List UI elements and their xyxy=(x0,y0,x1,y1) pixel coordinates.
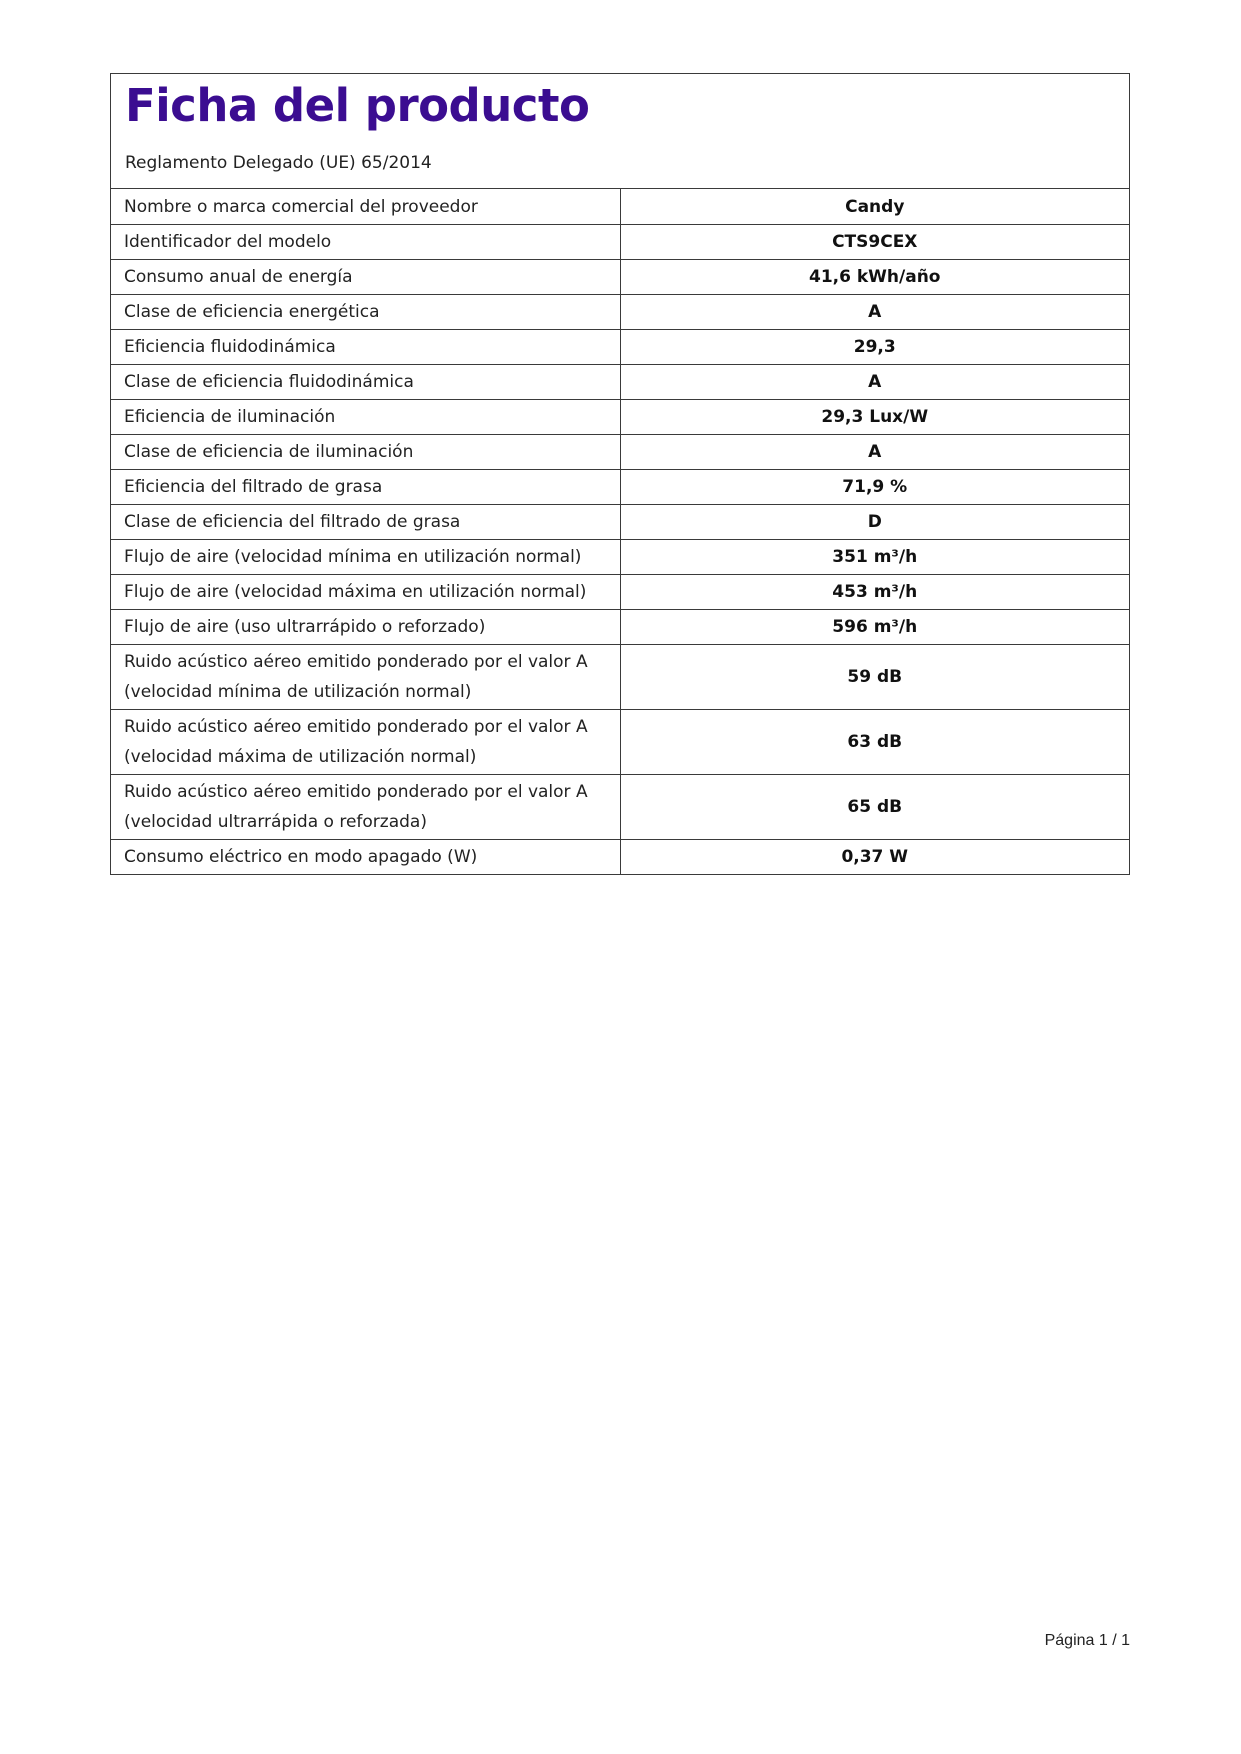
row-value: D xyxy=(867,512,882,532)
row-value: 29,3 xyxy=(853,337,896,357)
table-row xyxy=(111,574,1129,609)
row-label xyxy=(111,709,620,774)
table-row xyxy=(111,224,1129,259)
table-row xyxy=(111,329,1129,364)
row-label: Identificador del modelo xyxy=(111,224,620,259)
table-row xyxy=(111,259,1129,294)
row-label-line: (velocidad mínima de utilización normal) xyxy=(124,682,472,702)
row-value: 351 m³/h xyxy=(832,547,918,567)
row-label-line: Ruido acústico aéreo emitido ponderado por el valor A xyxy=(124,782,588,802)
row-label: Clase de eficiencia del filtrado de grasa xyxy=(111,504,620,539)
row-label-line: Ruido acústico aéreo emitido ponderado por el valor A xyxy=(124,652,588,672)
row-label: Nombre o marca comercial del proveedor xyxy=(111,189,620,224)
row-value: Candy xyxy=(845,196,905,217)
table-row xyxy=(111,709,1129,774)
row-value: 71,9 % xyxy=(842,477,908,497)
row-label: Consumo eléctrico en modo apagado (W) xyxy=(111,839,620,874)
table-row xyxy=(111,504,1129,539)
row-value: 29,3 Lux/W xyxy=(821,407,929,427)
row-value: A xyxy=(868,442,882,462)
row-label-line: (velocidad ultrarrápida o reforzada) xyxy=(124,812,427,832)
row-label-line: (velocidad máxima de utilización normal) xyxy=(124,747,477,767)
row-label: Clase de eficiencia de iluminación xyxy=(111,434,620,469)
row-value: 59 dB xyxy=(847,667,903,687)
table-row xyxy=(111,469,1129,504)
row-label xyxy=(111,644,620,709)
table-row xyxy=(111,774,1129,839)
row-value: 0,37 W xyxy=(841,847,909,868)
regulation-subtitle: Reglamento Delegado (UE) 65/2014 xyxy=(125,153,432,173)
spec-table xyxy=(111,189,1129,874)
row-label: Flujo de aire (uso ultrarrápido o reforzado) xyxy=(111,609,620,644)
row-label-line: Ruido acústico aéreo emitido ponderado por el valor A xyxy=(124,717,588,737)
table-row xyxy=(111,839,1129,874)
table-row xyxy=(111,294,1129,329)
sheet-header xyxy=(111,74,1129,189)
page-number: Página 1 / 1 xyxy=(1044,1632,1130,1649)
row-label: Eficiencia del filtrado de grasa xyxy=(111,469,620,504)
row-label: Clase de eficiencia fluidodinámica xyxy=(111,364,620,399)
row-label: Consumo anual de energía xyxy=(111,259,620,294)
table-row xyxy=(111,434,1129,469)
row-value: 596 m³/h xyxy=(832,617,918,637)
row-label: Flujo de aire (velocidad mínima en utilización normal) xyxy=(111,539,620,574)
row-value: A xyxy=(868,302,882,322)
row-label: Eficiencia de iluminación xyxy=(111,399,620,434)
row-label: Clase de eficiencia energética xyxy=(111,294,620,329)
table-row xyxy=(111,399,1129,434)
row-value: 63 dB xyxy=(847,732,903,752)
row-value: 65 dB xyxy=(847,797,903,817)
table-row xyxy=(111,539,1129,574)
row-value: 41,6 kWh/año xyxy=(809,267,941,287)
row-value: A xyxy=(868,372,882,392)
table-row xyxy=(111,364,1129,399)
table-row xyxy=(111,644,1129,709)
row-label xyxy=(111,774,620,839)
table-row xyxy=(111,189,1129,224)
page-title: Ficha del producto xyxy=(125,79,590,132)
row-label: Eficiencia fluidodinámica xyxy=(111,329,620,364)
row-value: 453 m³/h xyxy=(832,582,918,602)
product-sheet xyxy=(110,73,1130,875)
table-row xyxy=(111,609,1129,644)
row-value: CTS9CEX xyxy=(832,232,918,252)
row-label: Flujo de aire (velocidad máxima en utilización normal) xyxy=(111,574,620,609)
